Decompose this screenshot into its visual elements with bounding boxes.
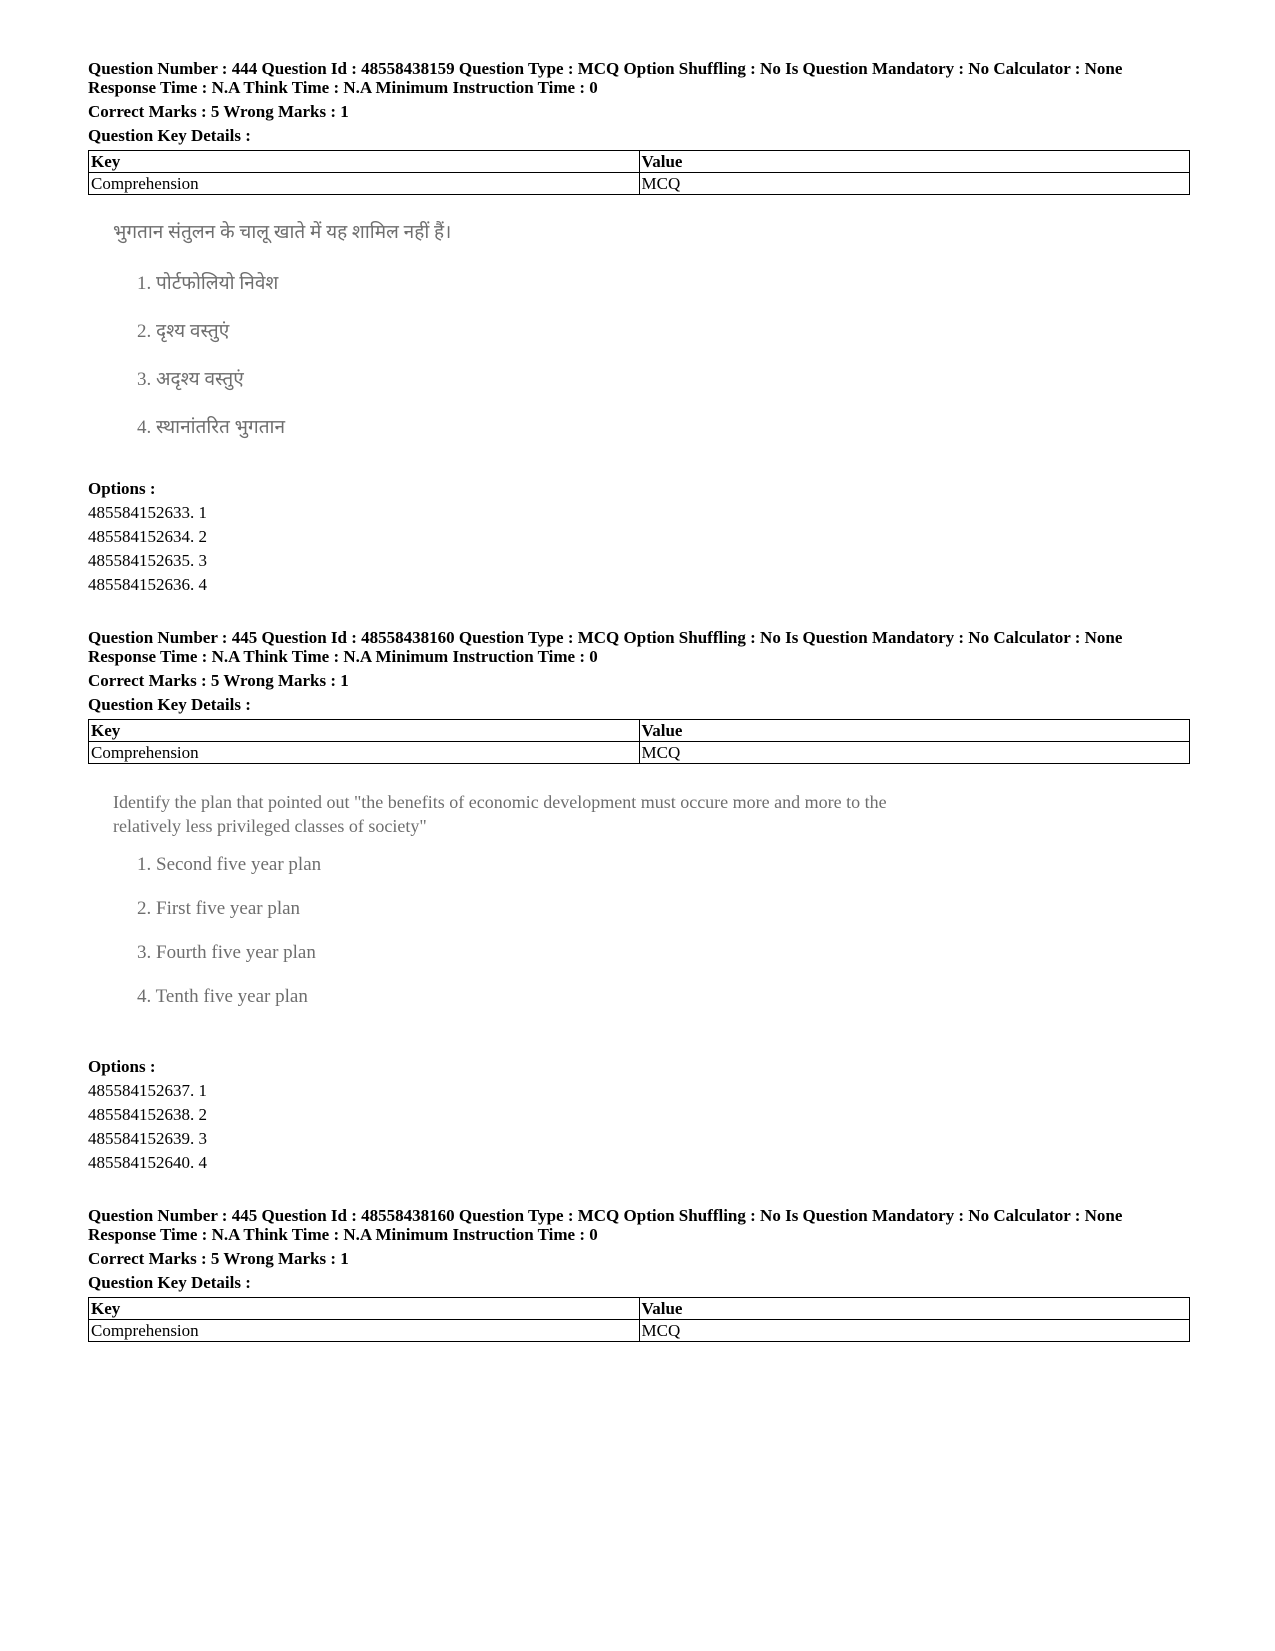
- table-cell-value: MCQ: [639, 1320, 1190, 1342]
- question-marks: Correct Marks : 5 Wrong Marks : 1: [88, 671, 349, 690]
- option-item: 485584152635. 3: [88, 551, 207, 570]
- question-stem: Identify the plan that pointed out "the benefits of economic development must occure more and more to the: [113, 792, 887, 812]
- option-item: 485584152634. 2: [88, 527, 207, 546]
- key-details-label: Question Key Details :: [88, 1273, 251, 1292]
- question-timing: Response Time : N.A Think Time : N.A Minimum Instruction Time : 0: [88, 647, 598, 666]
- table-header-value: Value: [639, 1298, 1190, 1320]
- table-cell-key: Comprehension: [89, 173, 640, 195]
- options-label: Options :: [88, 479, 156, 498]
- question-choice: 4. स्थानांतरित भुगतान: [137, 417, 285, 438]
- options-block-444: [88, 479, 1188, 597]
- question-header: Question Number : 445 Question Id : 48558438160 Question Type : MCQ Option Shuffling : No Is Question Mandatory : No Calculator : None: [88, 628, 1123, 647]
- key-details-label: Question Key Details :: [88, 126, 251, 145]
- question-image: [113, 790, 1188, 1015]
- question-header: Question Number : 445 Question Id : 48558438160 Question Type : MCQ Option Shuffling : No Is Question Mandatory : No Calculator : None: [88, 1206, 1123, 1225]
- question-choice: 1. पोर्टफोलियो निवेश: [137, 273, 279, 294]
- question-header: Question Number : 444 Question Id : 48558438159 Question Type : MCQ Option Shuffling : No Is Question Mandatory : No Calculator : None: [88, 59, 1123, 78]
- table-header-key: Key: [89, 720, 640, 742]
- question-block-445: [88, 628, 1188, 1015]
- key-details-label: Question Key Details :: [88, 695, 251, 714]
- key-details-table: [88, 1297, 1190, 1342]
- question-image: [113, 221, 1188, 441]
- table-cell-value: MCQ: [639, 742, 1190, 764]
- option-item: 485584152638. 2: [88, 1105, 207, 1124]
- option-item: 485584152640. 4: [88, 1153, 207, 1172]
- table-header-key: Key: [89, 151, 640, 173]
- options-label: Options :: [88, 1057, 156, 1076]
- option-item: 485584152633. 1: [88, 503, 207, 522]
- key-details-table: [88, 150, 1190, 195]
- question-block-444: [88, 59, 1188, 441]
- options-block-445: [88, 1057, 1188, 1175]
- table-cell-value: MCQ: [639, 173, 1190, 195]
- question-choice: 2. First five year plan: [137, 898, 301, 919]
- question-marks: Correct Marks : 5 Wrong Marks : 1: [88, 102, 349, 121]
- question-choice: 1. Second five year plan: [137, 854, 322, 875]
- option-item: 485584152636. 4: [88, 575, 207, 594]
- question-block-445-repeat: [88, 1206, 1188, 1342]
- option-item: 485584152639. 3: [88, 1129, 207, 1148]
- question-timing: Response Time : N.A Think Time : N.A Minimum Instruction Time : 0: [88, 78, 598, 97]
- table-cell-key: Comprehension: [89, 742, 640, 764]
- question-choice: 3. अदृश्य वस्तुएं: [137, 369, 244, 390]
- question-choice: 3. Fourth five year plan: [137, 942, 316, 963]
- question-stem: भुगतान संतुलन के चालू खाते में यह शामिल नहीं हैं।: [113, 222, 452, 243]
- option-item: 485584152637. 1: [88, 1081, 207, 1100]
- table-header-value: Value: [639, 720, 1190, 742]
- question-marks: Correct Marks : 5 Wrong Marks : 1: [88, 1249, 349, 1268]
- table-header-key: Key: [89, 1298, 640, 1320]
- key-details-table: [88, 719, 1190, 764]
- table-header-value: Value: [639, 151, 1190, 173]
- question-choice: 4. Tenth five year plan: [137, 986, 308, 1007]
- question-stem: relatively less privileged classes of society": [113, 816, 427, 836]
- question-timing: Response Time : N.A Think Time : N.A Minimum Instruction Time : 0: [88, 1225, 598, 1244]
- question-choice: 2. दृश्य वस्तुएं: [137, 321, 230, 342]
- table-cell-key: Comprehension: [89, 1320, 640, 1342]
